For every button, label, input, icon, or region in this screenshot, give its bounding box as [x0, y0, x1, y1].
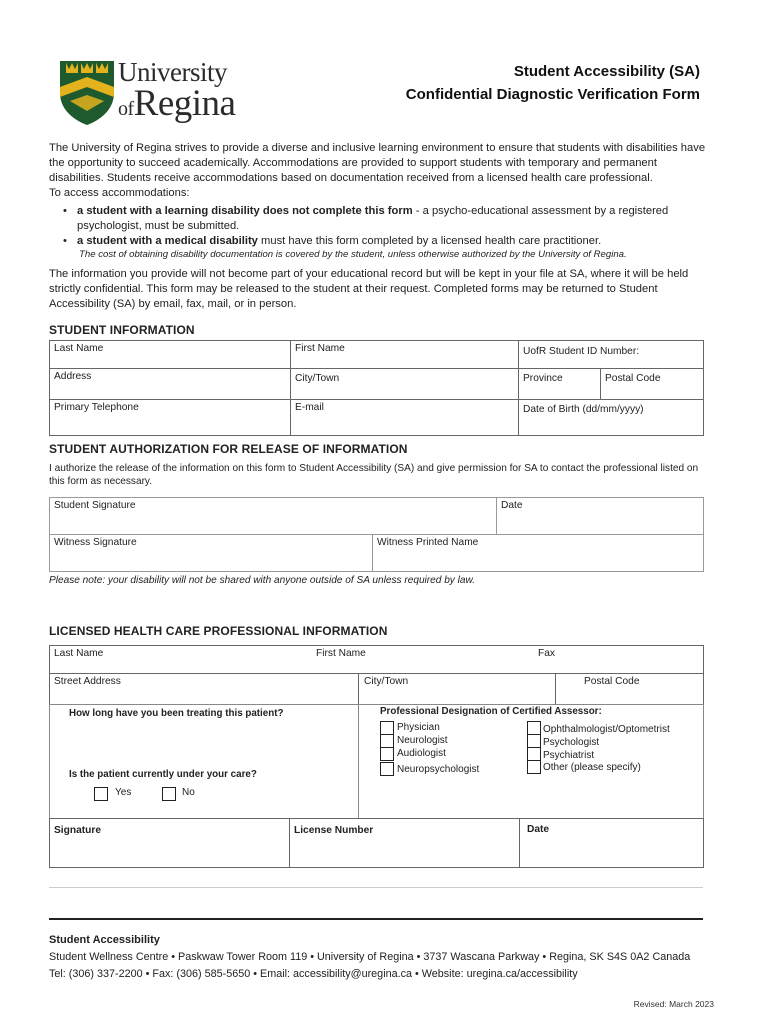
student-signature-label: Student Signature — [54, 500, 136, 511]
form-title-line1: Student Accessibility (SA) — [513, 63, 700, 80]
witness-signature-field[interactable] — [49, 534, 373, 572]
student-postal-field[interactable] — [600, 368, 704, 400]
student-province-label: Province — [523, 373, 563, 384]
psychiatrist-checkbox[interactable] — [527, 747, 541, 761]
neurologist-checkbox[interactable] — [380, 734, 394, 748]
professional-signature-label: Signature — [54, 825, 101, 836]
student-id-label: UofR Student ID Number: — [523, 346, 640, 357]
student-email-field[interactable] — [290, 399, 519, 436]
wordmark-line-university: University — [118, 57, 227, 87]
intro-text — [49, 141, 709, 201]
student-last-name-label: Last Name — [54, 343, 104, 354]
license-number-field[interactable] — [289, 818, 520, 868]
student-city-field[interactable] — [290, 368, 519, 400]
footer-contact: Tel: (306) 337-2200 • Fax: (306) 585-5650 • Email: accessibility@uregina.ca • Website: uregina.ca/accessibility — [49, 968, 578, 980]
student-info-heading: STUDENT INFORMATION — [49, 323, 195, 337]
student-first-name-field[interactable] — [290, 340, 519, 369]
current-care-question: Is the patient currently under your care? — [69, 769, 257, 780]
license-number-label: License Number — [294, 825, 374, 836]
professional-last-name-label: Last Name — [54, 648, 104, 659]
student-dob-label: Date of Birth (dd/mm/yyyy) — [523, 404, 644, 415]
access-bullets — [63, 204, 703, 249]
student-phone-field[interactable] — [49, 399, 291, 436]
student-signature-field[interactable] — [49, 497, 497, 535]
student-province-field[interactable] — [518, 368, 601, 400]
authorization-date-label: Date — [501, 500, 523, 511]
bullet2-bold: a student with a medical disability — [77, 235, 258, 247]
physician-checkbox[interactable] — [380, 721, 394, 735]
university-wordmark — [118, 58, 235, 127]
student-address-label: Address — [54, 371, 92, 382]
student-dob-field[interactable] — [518, 399, 704, 436]
bullet1-rest: - a psycho-educational assessment by a registered psychologist, must be submitted. — [77, 205, 669, 232]
professional-city-label: City/Town — [364, 676, 409, 687]
bullet2-rest: must have this form completed by a licensed health care practitioner. — [257, 235, 602, 247]
professional-first-name-label: First Name — [316, 648, 366, 659]
light-divider — [49, 887, 703, 888]
professional-date-field[interactable] — [519, 818, 704, 868]
professional-date-label: Date — [527, 824, 550, 835]
footer-divider — [49, 918, 703, 920]
cost-note: The cost of obtaining disability documentation is covered by the student, unless otherwise authorized by the University of Regina. — [79, 249, 627, 260]
witness-name-field[interactable] — [372, 534, 704, 572]
audiologist-checkbox[interactable] — [380, 747, 394, 761]
student-first-name-label: First Name — [295, 343, 345, 354]
footer-address: Student Wellness Centre • Paskwaw Tower Room 119 • University of Regina • 3737 Wascana Parkway • Regina, SK S4S 0A2 Canada — [49, 951, 691, 963]
footer — [49, 932, 709, 983]
student-email-label: E-mail — [295, 402, 324, 413]
yes-label: Yes — [115, 787, 132, 798]
professional-postal-label: Postal Code — [584, 676, 640, 687]
no-checkbox[interactable] — [162, 787, 176, 801]
neuropsychologist-checkbox[interactable] — [380, 762, 394, 776]
student-phone-label: Primary Telephone — [54, 402, 139, 413]
form-title — [406, 60, 700, 106]
treatment-questions-panel — [49, 704, 359, 819]
authorization-text: I authorize the release of the information on this form to Student Accessibility (SA) and give permission for SA to contact the professional listed on this form as necessary. — [49, 463, 699, 487]
student-postal-label: Postal Code — [605, 373, 661, 384]
confidentiality-paragraph: The information you provide will not become part of your educational record but will be kept in your file at SA, where it will be held strictly confidential. This form may be released to the student at their request. Completed forms may be returned to Student Accessibility (SA) by email, fax, mail, or in person. — [49, 268, 689, 310]
professional-postal-field[interactable] — [555, 673, 704, 705]
student-address-field[interactable] — [49, 368, 291, 400]
treatment-duration-question: How long have you been treating this patient? — [69, 708, 284, 719]
professional-street-field[interactable] — [49, 673, 359, 705]
authorization-date-field[interactable] — [496, 497, 704, 535]
no-label: No — [182, 787, 195, 798]
professional-city-field[interactable] — [358, 673, 556, 705]
other-label: Other (please specify) — [543, 762, 641, 773]
wordmark-of: of — [118, 98, 134, 120]
other-checkbox[interactable] — [527, 760, 541, 774]
revised-date: Revised: March 2023 — [633, 999, 714, 1009]
footer-heading: Student Accessibility — [49, 934, 160, 946]
psychiatrist-label: Psychiatrist — [543, 750, 595, 761]
wordmark-regina: Regina — [133, 83, 236, 124]
physician-label: Physician — [397, 722, 440, 733]
bullet-learning-disability — [63, 204, 703, 234]
professional-street-label: Street Address — [54, 676, 121, 687]
access-heading: To access accommodations: — [49, 187, 190, 199]
professional-signature-field[interactable] — [49, 818, 290, 868]
authorization-heading: STUDENT AUTHORIZATION FOR RELEASE OF INFORMATION — [49, 442, 408, 456]
professional-name-row — [49, 645, 704, 674]
psychologist-checkbox[interactable] — [527, 734, 541, 748]
intro-paragraph: The University of Regina strives to provide a diverse and inclusive learning environment to ensure that students with disabilities have the opportunity to succeed academically. Accommodations are provided to support students with temporary and permanent disabilities. Students receive accommodations based on documentation received from a licensed health care professional. — [49, 142, 706, 184]
ophthalmologist-label: Ophthalmologist/Optometrist — [543, 724, 670, 735]
professional-heading: LICENSED HEALTH CARE PROFESSIONAL INFORMATION — [49, 624, 388, 638]
ophthalmologist-checkbox[interactable] — [527, 721, 541, 735]
bullet1-bold: a student with a learning disability does not complete this form — [77, 205, 413, 217]
audiologist-label: Audiologist — [397, 748, 446, 759]
designation-heading: Professional Designation of Certified Assessor: — [380, 706, 602, 717]
wordmark-line-regina — [118, 83, 236, 127]
neurologist-label: Neurologist — [397, 735, 448, 746]
yes-checkbox[interactable] — [94, 787, 108, 801]
student-city-label: City/Town — [295, 373, 340, 384]
student-id-field[interactable] — [518, 340, 704, 369]
privacy-note: Please note: your disability will not be shared with anyone outside of SA unless required by law. — [49, 575, 476, 586]
witness-name-label: Witness Printed Name — [377, 537, 479, 548]
neuropsychologist-label: Neuropsychologist — [397, 764, 480, 775]
witness-signature-label: Witness Signature — [54, 537, 137, 548]
bullet-medical-disability — [63, 234, 703, 249]
form-title-line2: Confidential Diagnostic Verification Form — [405, 86, 700, 103]
student-last-name-field[interactable] — [49, 340, 291, 369]
psychologist-label: Psychologist — [543, 737, 600, 748]
professional-fax-label: Fax — [538, 648, 555, 659]
